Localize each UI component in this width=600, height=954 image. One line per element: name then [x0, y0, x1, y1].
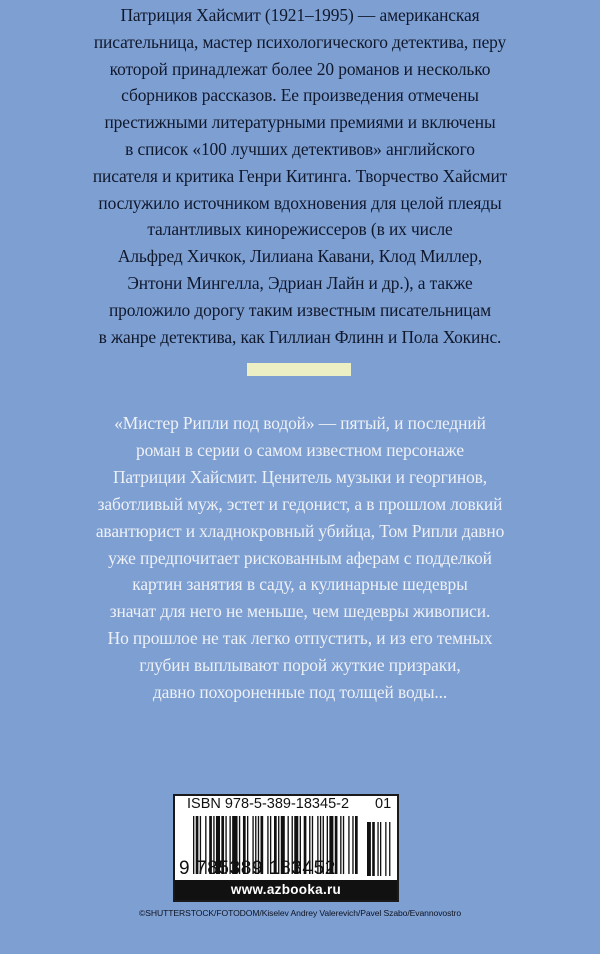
isbn-text: ISBN 978-5-389-18345-2	[187, 796, 350, 812]
photo-credits: ©SHUTTERSTOCK/FOTODOM/Kiselev Andrey Valerevich/Pavel Szabo/Evannovostro	[139, 908, 461, 918]
isbn-addon: 01	[375, 796, 392, 812]
section-divider	[247, 363, 351, 376]
bio-line: проложило дорогу таким известным писательницам	[108, 299, 492, 320]
bio-line: Энтони Мингелла, Эдриан Лайн и др.), а также	[127, 272, 473, 293]
bio-line: послужило источником вдохновения для целой плеяды	[98, 192, 502, 213]
blurb-line: Но прошлое не так легко отпустить, и из его темных	[107, 628, 493, 649]
blurb-line: роман в серии о самом известном персонаже	[136, 439, 464, 460]
bio-line: престижными литературными премиями и включены	[104, 112, 496, 133]
bio-line: в жанре детектива, как Гиллиан Флинн и Пола Хокинс.	[98, 326, 502, 347]
bio-line: в список «100 лучших детективов» английского	[125, 138, 475, 159]
blurb-line: уже предпочитает рискованным аферам с подделкой	[108, 547, 492, 568]
book-blurb	[44, 410, 556, 706]
author-bio	[48, 2, 552, 350]
barcode-digits: 9 785389 183452	[179, 858, 336, 879]
bio-line: талантливых кинорежиссеров (в их числе	[147, 219, 453, 240]
blurb-line: глубин выплывают порой жуткие призраки,	[139, 655, 461, 676]
blurb-line: заботливый муж, эстет и гедонист, а в прошлом ловкий	[97, 493, 503, 514]
blurb-line: «Мистер Рипли под водой» — пятый, и последний	[114, 413, 486, 433]
bio-line: Альфред Хичкок, Лилиана Кавани, Клод Миллер,	[117, 246, 483, 267]
bio-line: сборников рассказов. Ее произведения отмечены	[121, 85, 479, 106]
blurb-line: картин занятия в саду, а кулинарные шедевры	[132, 574, 468, 595]
blurb-line: значат для него не меньше, чем шедевры живописи.	[109, 601, 491, 622]
bio-line: Патриция Хайсмит (1921–1995) — американская	[120, 5, 480, 25]
barcode-box	[173, 794, 399, 902]
blurb-line: давно похороненные под толщей воды...	[152, 682, 448, 703]
publisher-url: www.azbooka.ru	[175, 880, 397, 900]
bio-line: писательница, мастер психологического детектива, перу	[93, 31, 507, 52]
bio-line: писателя и критика Генри Китинга. Творчество Хайсмит	[92, 165, 508, 186]
blurb-line: Патриции Хайсмит. Ценитель музыки и георгинов,	[112, 466, 488, 487]
isbn-line	[187, 796, 391, 816]
bio-line: которой принадлежат более 20 романов и несколько	[109, 58, 491, 79]
blurb-line: авантюрист и хладнокровный убийца, Том Рипли давно	[95, 520, 505, 541]
